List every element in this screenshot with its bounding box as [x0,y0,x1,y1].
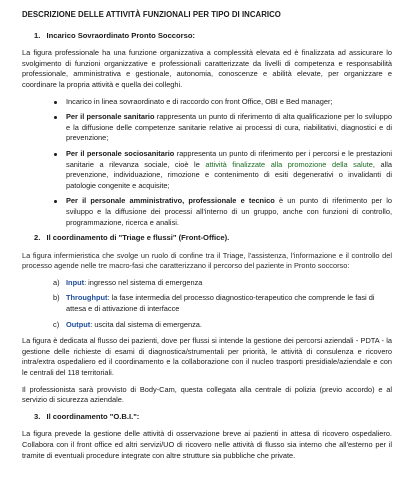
phase-marker: b) [53,293,60,303]
document-title: DESCRIZIONE DELLE ATTIVITÀ FUNZIONALI PER TIPO DI INCARICO [22,10,281,19]
section-1-number: 1. [34,30,41,40]
bullet-2-label: Per il personale sanitario [66,112,155,122]
section-3-heading-a: Il coordinamento [46,411,110,421]
section-3-heading-quoted: "O.B.I." [109,411,137,421]
bullet-3-text-a: rappresenta un punto di riferimento per i percorsi e le prestazioni sanitarie a rilevanza sociale, cioè le [66,148,392,169]
section-1-intro: La figura professionale ha una funzione organizzativa a complessità elevata ed è finalizzata ad assicurare lo svolgimento di funzioni organizzative e professionali caratterizzate da livelli di competenza e responsabilità professionale, amministrativa e gestionale, autonomia, conoscenze e abilità elevate, per organizzare e coordinare la propria attività e quella dei colleghi. [22,48,392,89]
bullet-4-text: è un punto di riferimento per lo sviluppo e la diffusione dei processi all'interno di un gruppo, anche con funzioni di controllo, programmazione, ricerca e analisi. [66,196,393,227]
list-item [66,149,392,191]
section-2-heading-b: (Front-Office). [176,233,230,243]
section-1-heading: Incarico Sovraordinato Pronto Soccorso: [46,30,195,40]
section-2-paragraph-bodycam: Il professionista sarà provvisto di Body-Cam, questa collegata alla centrale di polizia (previo accordo) e al servizio di sicurezza aziendale. [22,384,392,405]
list-item [66,112,392,144]
list-item [53,319,392,331]
phase-description: : uscita dal sistema di emergenza. [90,319,202,329]
phase-label: Output [66,319,91,329]
phase-marker: a) [53,277,60,287]
section-3-heading-b: : [136,411,140,421]
list-item [66,196,392,228]
list-item [66,97,392,108]
section-2-title [34,233,392,244]
section-2-number: 2. [34,233,41,243]
section-2-phase-list [22,278,392,330]
bullet-3-label: Per il personale sociosanitario [66,148,175,158]
section-2-paragraph-flussi: La figura è dedicata al flusso dei pazienti, dove per flussi si intende la gestione dei percorsi aziendali - PDTA - la gestione delle richieste di esami di diagnostica/strumentali per priorità, le attività di consulenza e ricovero intra/extra ospedaliero ed il coordinamento e la collaborazione con il nucleo trasporti presidiale/aziendale e con le centrali del 118 territoriali. [22,336,392,378]
phase-label: Input [66,277,85,287]
section-3-intro: La figura prevede la gestione delle attività di osservazione breve ai pazienti in attesa di ricovero ospedaliero. Collabora con il front office ed altri servizi/UO di ricovero nelle attività di flusso sia interno che all'esterno per il tramite di eventuali procedure integrate con altre strutture sia pubbliche che private. [22,429,392,460]
section-3-number: 3. [34,411,41,421]
bullet-3-text-b: , alla prevenzione, individuazione, rimozione e contenimento di esiti degenerativi o invalidanti di patologie congenite e acquisite; [66,159,392,190]
list-item [53,293,392,314]
section-1-bullet-list [22,97,392,229]
section-2-intro: La figura infermieristica che svolge un ruolo di confine tra il Triage, l'assistenza, l'informazione e il controllo del processo agende nelle tre macro-fasi che caratterizzano il percorso del paziente in Pronto soccorso: [22,250,392,271]
phase-description: : la fase intermedia del processo diagnostico-terapeutico che comprende le fasi di attesa e di attivazione di interfacce [66,293,375,314]
bullet-4-label: Per il personale amministrativo, professionale e tecnico [66,196,275,206]
bullet-1-text: Incarico in linea sovraordinato e di raccordo con front Office, OBI e Bed manager; [66,96,333,106]
section-3-title [34,412,392,423]
phase-label: Throughput [66,293,108,303]
section-2-heading-quoted: "Triage e flussi" [118,233,177,243]
bullet-3-highlight: attività finalizzate alla promozione della salute [205,159,373,169]
bullet-2-text: rappresenta un punto di riferimento di alta qualificazione per lo sviluppo e la diffusione delle competenze sanitarie relative ai processi di cura, riabilitativi, diagnostici e di prevenzione; [66,112,392,143]
section-2-heading-a: Il coordinamento di [46,233,119,243]
section-1-title [34,31,392,42]
phase-marker: c) [53,319,60,329]
phase-description: : ingresso nel sistema di emergenza [84,277,203,287]
list-item [53,277,392,289]
